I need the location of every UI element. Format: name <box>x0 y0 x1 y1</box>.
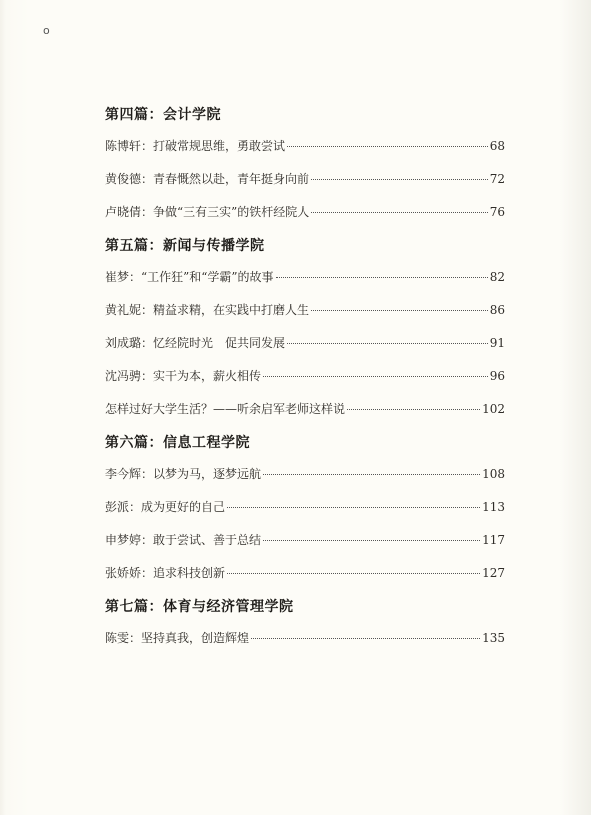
entry-title: 刘成璐：忆经院时光 促共同发展 <box>105 336 286 350</box>
toc-entry[interactable] <box>105 622 505 655</box>
dot-leader <box>311 212 487 213</box>
entry-page-number: 72 <box>489 172 505 186</box>
entry-page-number: 102 <box>482 402 505 416</box>
entry-page-number: 108 <box>482 467 505 481</box>
toc-section <box>105 592 505 655</box>
toc-entry[interactable] <box>105 327 505 360</box>
entry-title: 卢晓倩：争做“三有三实”的铁杆经院人 <box>105 205 310 219</box>
entry-title: 张娇娇：追求科技创新 <box>105 566 226 580</box>
dot-leader <box>276 277 488 278</box>
entry-title: 申梦婷：敢于尝试、善于总结 <box>105 533 262 547</box>
toc-entry[interactable] <box>105 393 505 426</box>
dot-leader <box>227 507 480 508</box>
toc-section <box>105 231 505 426</box>
toc-entry[interactable] <box>105 130 505 163</box>
dot-leader <box>263 376 488 377</box>
section-title: 第五篇：新闻与传播学院 <box>105 238 265 254</box>
dot-leader <box>287 343 488 344</box>
toc-entry[interactable] <box>105 524 505 557</box>
toc-section <box>105 100 505 229</box>
entry-page-number: 113 <box>482 500 505 514</box>
entry-page-number: 68 <box>489 139 505 153</box>
section-title: 第四篇：会计学院 <box>105 107 221 123</box>
entry-title: 沈冯骋：实干为本，薪火相传 <box>105 369 262 383</box>
entry-page-number: 127 <box>482 566 505 580</box>
toc-entry[interactable] <box>105 491 505 524</box>
entry-title: 黄礼妮：精益求精，在实践中打磨人生 <box>105 303 310 317</box>
entry-title: 崔梦：“工作狂”和“学霸”的故事 <box>105 270 274 284</box>
toc-entry[interactable] <box>105 196 505 229</box>
entry-title: 彭派：成为更好的自己 <box>105 500 226 514</box>
dot-leader <box>251 638 480 639</box>
section-title: 第六篇：信息工程学院 <box>105 435 250 451</box>
corner-mark: o <box>43 24 50 37</box>
entry-title: 李今辉：以梦为马，逐梦远航 <box>105 467 262 481</box>
entry-page-number: 135 <box>482 631 505 645</box>
entry-title: 陈雯：坚持真我，创造辉煌 <box>105 631 250 645</box>
dot-leader <box>227 573 480 574</box>
entry-title: 怎样过好大学生活？——听余启军老师这样说 <box>105 402 346 416</box>
entry-page-number: 76 <box>489 205 505 219</box>
toc-entry[interactable] <box>105 458 505 491</box>
entry-title: 黄俊德：青春慨然以赴，青年挺身向前 <box>105 172 310 186</box>
toc-entry[interactable] <box>105 557 505 590</box>
section-title: 第七篇：体育与经济管理学院 <box>105 599 294 615</box>
entry-page-number: 86 <box>489 303 505 317</box>
toc-entry[interactable] <box>105 163 505 196</box>
toc-entry[interactable] <box>105 294 505 327</box>
table-of-contents <box>105 100 505 655</box>
dot-leader <box>311 179 488 180</box>
entry-page-number: 96 <box>489 369 505 383</box>
dot-leader <box>263 474 480 475</box>
entry-title: 陈博轩：打破常规思维，勇敢尝试 <box>105 139 286 153</box>
entry-page-number: 91 <box>489 336 505 350</box>
entry-page-number: 117 <box>482 533 505 547</box>
dot-leader <box>347 409 480 410</box>
toc-section <box>105 428 505 590</box>
entry-page-number: 82 <box>489 270 505 284</box>
toc-entry[interactable] <box>105 360 505 393</box>
dot-leader <box>311 310 488 311</box>
dot-leader <box>287 146 488 147</box>
dot-leader <box>263 540 480 541</box>
toc-entry[interactable] <box>105 261 505 294</box>
